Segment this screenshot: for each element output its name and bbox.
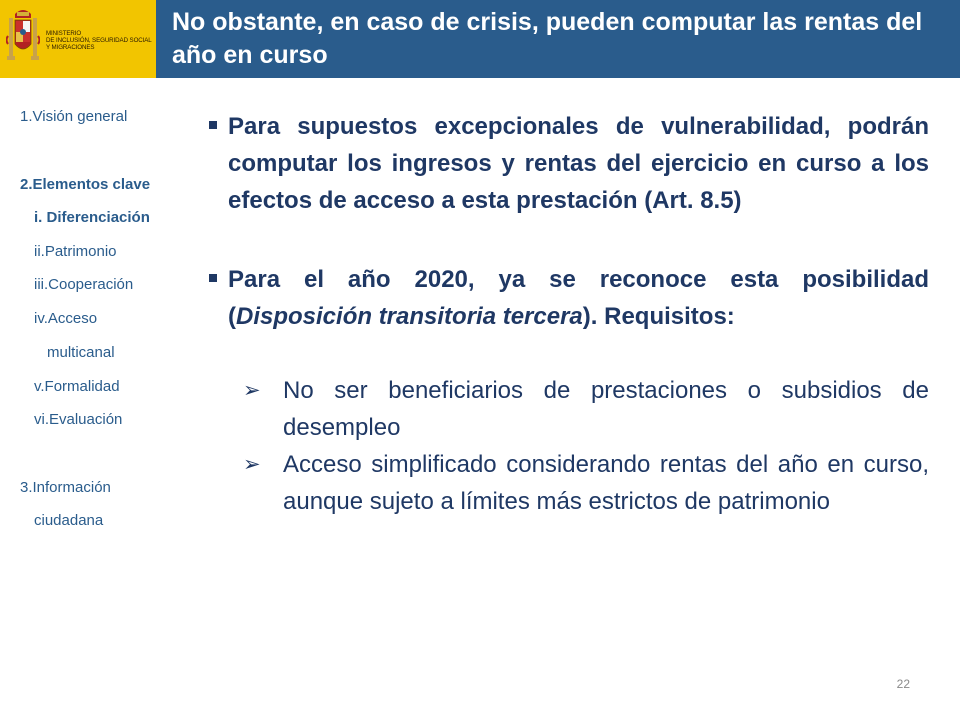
square-bullet-icon <box>209 274 217 282</box>
sidebar-item-informacion[interactable]: 3.Información <box>20 479 111 496</box>
ministry-line: Y MIGRACIONES <box>46 44 95 51</box>
title-bar <box>156 0 960 78</box>
bullet-item <box>205 108 929 219</box>
ministry-line: MINISTERIO <box>46 30 82 37</box>
bullet-text: Para el año 2020, ya se reconoce esta posibilidad ( <box>228 266 929 330</box>
arrow-bullet-icon: ➢ <box>243 452 261 476</box>
arrow-bullet-icon: ➢ <box>243 378 261 402</box>
ministry-line: DE INCLUSIÓN, SEGURIDAD SOCIAL <box>46 37 152 44</box>
sidebar-item-diferenciacion[interactable]: i. Diferenciación <box>34 209 150 226</box>
sub-list-item <box>205 446 929 520</box>
slide-title: No obstante, en caso de crisis, pueden computar las rentas del año en curso <box>172 8 923 69</box>
sidebar-item-formalidad[interactable]: v.Formalidad <box>34 378 120 395</box>
slide-body <box>205 108 929 520</box>
sub-item-text: No ser beneficiarios de prestaciones o subsidios de desempleo <box>283 377 929 441</box>
bullet-italic-text: Disposición transitoria tercera <box>236 303 583 330</box>
sidebar-item-acceso[interactable]: iv.Acceso <box>34 310 98 327</box>
page-number: 22 <box>896 677 910 691</box>
sub-list <box>205 372 929 520</box>
sub-list-item <box>205 372 929 446</box>
sidebar-item-multicanal[interactable]: multicanal <box>47 344 115 361</box>
bullet-text: Para supuestos excepcionales de vulnerabilidad, podrán computar los ingresos y rentas del ejercicio en curso a los efectos de acceso a esta prestación (Art. 8.5) <box>228 113 929 214</box>
sidebar-item-elementos-clave[interactable]: 2.Elementos clave <box>20 176 151 193</box>
sidebar-item-patrimonio[interactable]: ii.Patrimonio <box>34 243 117 260</box>
sidebar-item-cooperacion[interactable]: iii.Cooperación <box>34 276 134 293</box>
sidebar-item-ciudadana[interactable]: ciudadana <box>34 512 104 529</box>
coat-of-arms-icon <box>6 6 40 68</box>
sidebar-item-evaluacion[interactable]: vi.Evaluación <box>34 411 123 428</box>
ministry-name <box>46 30 154 51</box>
square-bullet-icon <box>209 121 217 129</box>
sub-item-text: Acceso simplificado considerando rentas del año en curso, aunque sujeto a límites más estrictos de patrimonio <box>283 451 929 515</box>
sidebar-item-vision-general[interactable]: 1.Visión general <box>20 108 128 125</box>
ministry-logo-block <box>0 0 156 78</box>
bullet-text-end: ). Requisitos: <box>582 303 735 330</box>
bullet-item <box>205 261 929 335</box>
